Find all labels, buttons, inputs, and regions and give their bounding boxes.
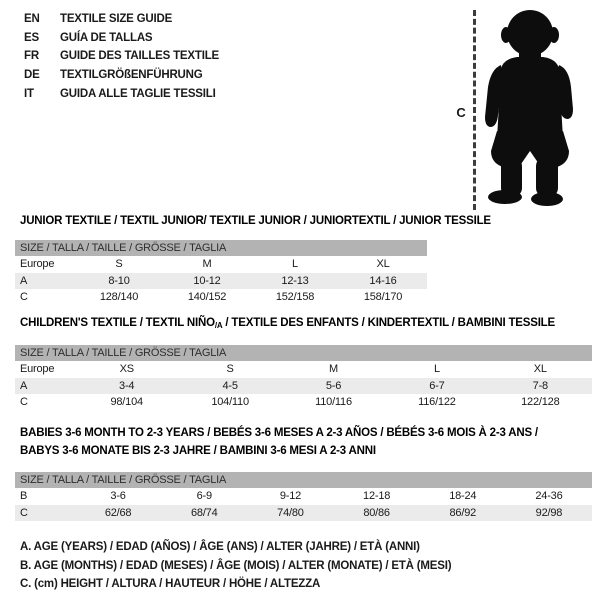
- babies-section: [15, 424, 592, 521]
- language-title: GUIDE DES TAILLES TEXTILE: [60, 50, 219, 63]
- note-height-cm: C. (cm) HEIGHT / ALTURA / HAUTEUR / HÖHE / ALTEZZA: [20, 578, 321, 591]
- age-cell: 10-12: [193, 274, 221, 287]
- age-cell: 6-7: [429, 379, 445, 392]
- row-label: A: [20, 379, 28, 392]
- language-code: DE: [24, 69, 40, 82]
- size-cell: XL: [533, 363, 547, 376]
- language-row-es: [24, 29, 219, 48]
- months-cell: 6-9: [196, 490, 212, 503]
- language-title: TEXTILGRÖßENFÜHRUNG: [60, 69, 203, 82]
- table-row-age: [15, 273, 427, 290]
- height-dashed-line: [473, 10, 476, 210]
- size-header-bar: SIZE / TALLA / TAILLE / GRÖSSE / TAGLIA: [15, 472, 592, 488]
- babies-title-line1: BABIES 3-6 MONTH TO 2-3 YEARS / BEBÉS 3-6 MESES A 2-3 AÑOS / BÉBÉS 3-6 MOIS À 2-3 ANS /: [20, 427, 538, 439]
- height-cell: 92/98: [535, 506, 563, 519]
- height-cell: 116/122: [418, 396, 456, 409]
- language-row-it: [24, 84, 219, 103]
- months-cell: 9-12: [279, 490, 302, 503]
- table-row-height: [15, 394, 592, 411]
- language-title: GUIDA ALLE TAGLIE TESSILI: [60, 87, 216, 100]
- height-cell: 62/68: [104, 506, 132, 519]
- table-row-europe: [15, 256, 427, 273]
- size-cell: XS: [119, 363, 134, 376]
- height-cell: 128/140: [99, 291, 139, 304]
- children-table-title: [15, 316, 592, 333]
- size-cell: S: [226, 363, 234, 376]
- size-cell: L: [433, 363, 440, 376]
- children-title-subscript: /A: [214, 321, 223, 330]
- age-cell: 4-5: [222, 379, 238, 392]
- language-row-fr: [24, 47, 219, 66]
- babies-title-line2: BABYS 3-6 MONATE BIS 2-3 JAHRE / BAMBINI 3-6 MESI A 2-3 ANNI: [20, 445, 376, 457]
- row-label: C: [20, 291, 28, 304]
- language-list: [24, 10, 219, 103]
- height-cell: 80/86: [363, 506, 390, 519]
- height-cell: 140/152: [187, 291, 227, 304]
- size-cell: M: [329, 363, 338, 376]
- age-cell: 14-16: [369, 274, 397, 287]
- height-cell: 158/170: [363, 291, 403, 304]
- row-label: C: [20, 396, 28, 409]
- junior-table: [15, 240, 427, 306]
- height-measure-label: C: [456, 105, 466, 120]
- babies-table-title: [15, 424, 592, 460]
- table-row-height: [15, 289, 427, 306]
- language-title: TEXTILE SIZE GUIDE: [60, 13, 173, 26]
- size-cell: L: [292, 258, 298, 271]
- children-section: [15, 316, 592, 411]
- junior-table-title: JUNIOR TEXTILE / TEXTIL JUNIOR/ TEXTILE JUNIOR / JUNIORTEXTIL / JUNIOR TESSILE: [20, 215, 491, 227]
- age-cell: 7-8: [532, 379, 548, 392]
- size-cell: XL: [376, 258, 390, 271]
- height-cell: 74/80: [277, 506, 304, 519]
- children-title-prefix: CHILDREN'S TEXTILE / TEXTIL NIÑO: [20, 317, 215, 329]
- language-code: EN: [24, 13, 40, 26]
- children-title-suffix: / TEXTILE DES ENFANTS / KINDERTEXTIL / BAMBINI TESSILE: [222, 317, 555, 329]
- height-cell: 152/158: [275, 291, 315, 304]
- age-cell: 12-13: [281, 274, 309, 287]
- row-label: Europe: [20, 363, 55, 376]
- table-row-age: [15, 378, 592, 395]
- language-code: FR: [24, 50, 39, 63]
- months-cell: 18-24: [449, 490, 477, 503]
- note-age-months: B. AGE (MONTHS) / EDAD (MESES) / ÂGE (MOIS) / ALTER (MONATE) / ETÀ (MESI): [20, 559, 452, 572]
- height-cell: 122/128: [521, 396, 560, 409]
- size-header-bar: SIZE / TALLA / TAILLE / GRÖSSE / TAGLIA: [15, 240, 427, 256]
- months-cell: 24-36: [535, 490, 563, 503]
- size-cell: M: [202, 258, 212, 271]
- language-title: GUÍA DE TALLAS: [60, 31, 153, 44]
- height-cell: 110/116: [315, 396, 352, 409]
- table-row-europe: [15, 361, 592, 378]
- language-row-de: [24, 66, 219, 85]
- junior-section: [15, 214, 491, 306]
- size-cell: S: [115, 258, 123, 271]
- table-row-months: [15, 488, 592, 505]
- language-row-en: [24, 10, 219, 29]
- height-cell: 98/104: [110, 396, 143, 409]
- footnotes: [20, 538, 451, 594]
- age-cell: 8-10: [108, 274, 130, 287]
- language-code: IT: [24, 87, 34, 100]
- row-label: C: [20, 506, 28, 519]
- row-label: B: [20, 490, 28, 503]
- row-label: Europe: [20, 258, 55, 271]
- age-cell: 5-6: [325, 379, 342, 392]
- months-cell: 3-6: [110, 490, 126, 503]
- note-age-years: A. AGE (YEARS) / EDAD (AÑOS) / ÂGE (ANS) / ALTER (JAHRE) / ETÀ (ANNI): [20, 541, 420, 554]
- toddler-silhouette-icon: [483, 9, 577, 209]
- language-code: ES: [24, 31, 39, 44]
- months-cell: 12-18: [363, 490, 391, 503]
- table-row-height: [15, 505, 592, 522]
- babies-table: [15, 472, 592, 521]
- height-cell: 68/74: [190, 506, 218, 519]
- height-cell: 104/110: [211, 396, 249, 409]
- age-cell: 3-4: [119, 379, 135, 392]
- size-header-bar: SIZE / TALLA / TAILLE / GRÖSSE / TAGLIA: [15, 345, 592, 361]
- children-table: [15, 345, 592, 411]
- row-label: A: [20, 274, 28, 287]
- height-cell: 86/92: [449, 506, 477, 519]
